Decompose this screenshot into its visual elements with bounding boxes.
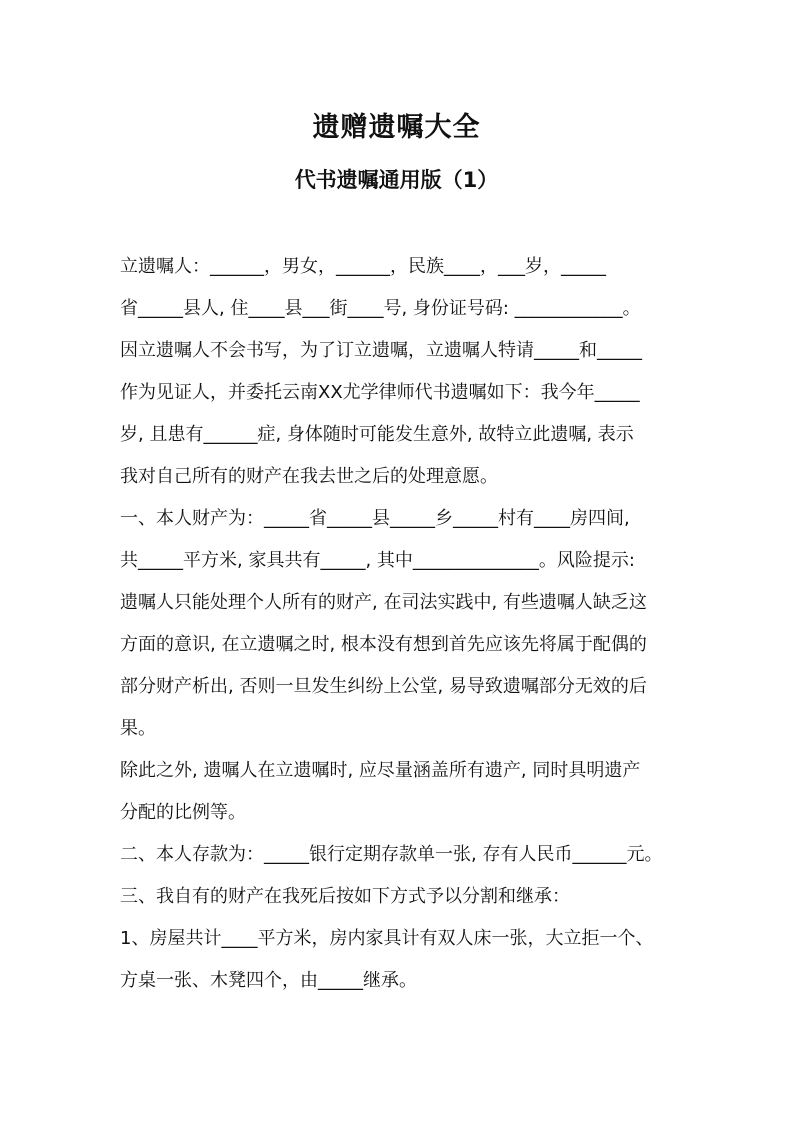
body-line: 岁, 且患有______症, 身体随时可能发生意外, 故特立此遗嘱, 表示 <box>120 424 634 445</box>
body-line: 方桌一张、木凳四个，由_____继承。 <box>120 970 417 991</box>
document-title: 遗赠遗嘱大全 <box>312 112 481 143</box>
body-line: 一、本人财产为：_____省_____县_____乡_____村有____房四间, <box>120 508 630 529</box>
body-line: 因立遗嘱人不会书写，为了订立遗嘱，立遗嘱人特请_____和_____ <box>120 340 642 361</box>
body-line: 方面的意识, 在立遗嘱之时, 根本没有想到首先应该先将属于配偶的 <box>120 634 647 655</box>
body-line: 省_____县人, 住____县___街____号, 身份证号码: ____________。 <box>120 298 641 319</box>
body-line: 遗嘱人只能处理个人所有的财产, 在司法实践中, 有些遗嘱人缺乏这 <box>120 592 647 613</box>
body-line: 部分财产析出, 否则一旦发生纠纷上公堂, 易导致遗嘱部分无效的后 <box>120 676 647 697</box>
body-line: 分配的比例等。 <box>120 802 246 823</box>
body-line: 立遗嘱人：______，男女，______，民族____，___岁，_____ <box>120 256 606 277</box>
document-body <box>120 246 676 1002</box>
body-line: 除此之外, 遗嘱人在立遗嘱时, 应尽量涵盖所有遗产, 同时具明遗产 <box>120 760 641 781</box>
body-line: 果。 <box>120 718 156 739</box>
document-subtitle: 代书遗嘱通用版（1） <box>294 168 499 192</box>
body-line: 我对自己所有的财产在我去世之后的处理意愿。 <box>120 466 498 487</box>
body-line: 共_____平方米, 家具共有_____, 其中______________。风险提示: <box>120 550 635 571</box>
body-line: 三、我自有的财产在我死后按如下方式予以分割和继承： <box>120 886 570 907</box>
body-line: 二、本人存款为：_____银行定期存款单一张, 存有人民币______元。 <box>120 844 663 865</box>
body-line: 作为见证人，并委托云南XX尤学律师代书遗嘱如下：我今年_____ <box>120 382 640 403</box>
body-line: 1、房屋共计____平方米，房内家具计有双人床一张，大立拒一个、 <box>120 928 654 949</box>
